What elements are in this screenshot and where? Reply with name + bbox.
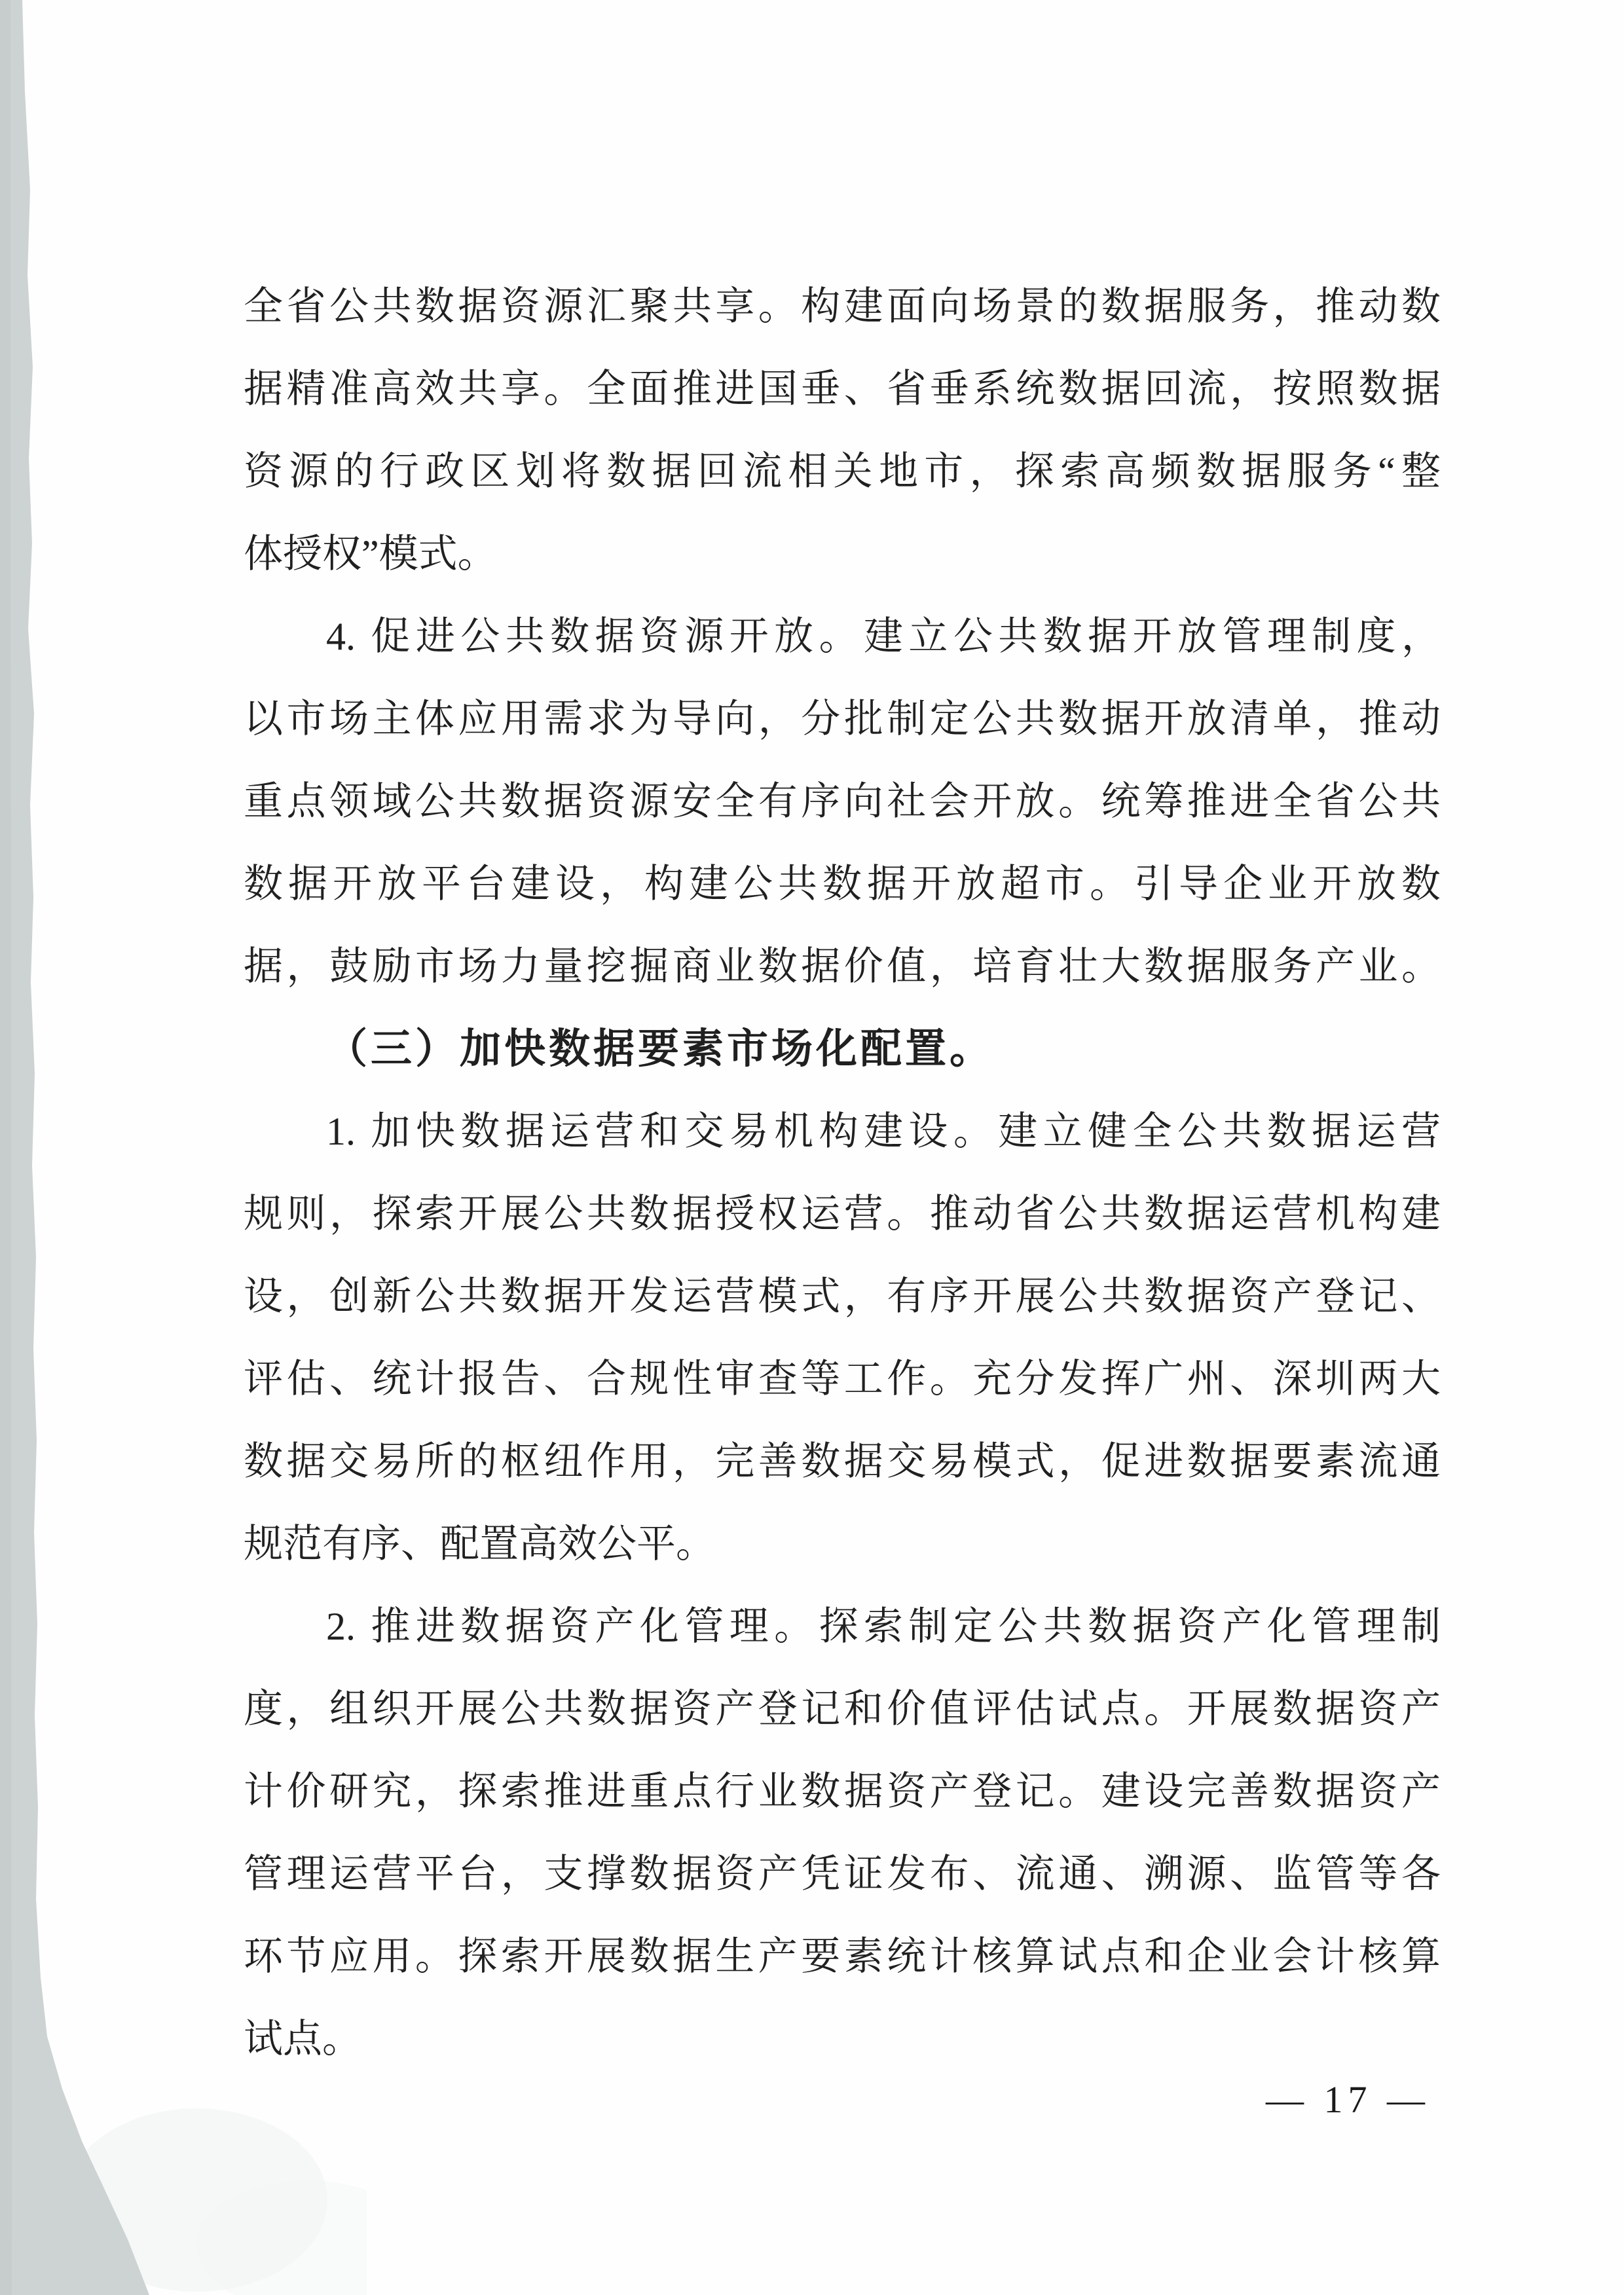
text-line: 数据交易所的枢纽作用，完善数据交易模式，促进数据要素流通 xyxy=(244,1440,1441,1483)
text-line: 设，创新公共数据开发运营模式，有序开展公共数据资产登记、 xyxy=(244,1275,1441,1318)
page-number: — 17 — xyxy=(1266,2078,1430,2121)
text-line: 度，组织开展公共数据资产登记和价值评估试点。开展数据资产 xyxy=(244,1687,1441,1731)
text-line: 数据开放平台建设，构建公共数据开放超市。引导企业开放数 xyxy=(244,862,1441,906)
text-line: 体授权”模式。 xyxy=(244,532,497,576)
text-line: 以市场主体应用需求为导向，分批制定公共数据开放清单，推动 xyxy=(244,697,1441,741)
text-line: 规则，探索开展公共数据授权运营。推动省公共数据运营机构建 xyxy=(244,1192,1441,1236)
text-line: 规范有序、配置高效公平。 xyxy=(244,1522,715,1566)
text-line: 据精准高效共享。全面推进国垂、省垂系统数据回流，按照数据 xyxy=(244,367,1441,411)
text-line: 管理运营平台，支撑数据资产凭证发布、流通、溯源、监管等各 xyxy=(244,1852,1441,1896)
section-heading: （三）加快数据要素市场化配置。 xyxy=(326,1026,994,1072)
text-line: 试点。 xyxy=(244,2017,361,2061)
text-line: 重点领域公共数据资源安全有序向社会开放。统筹推进全省公共 xyxy=(244,780,1441,823)
text-line: 4. 促进公共数据资源开放。建立公共数据开放管理制度， xyxy=(326,615,1441,658)
text-line: 计价研究，探索推进重点行业数据资产登记。建设完善数据资产 xyxy=(244,1770,1441,1813)
text-line: 据，鼓励市场力量挖掘商业数据价值，培育壮大数据服务产业。 xyxy=(244,945,1441,988)
text-line: 评估、统计报告、合规性审查等工作。充分发挥广州、深圳两大 xyxy=(244,1357,1441,1401)
text-line: 资源的行政区划将数据回流相关地市，探索高频数据服务“整 xyxy=(244,450,1441,493)
text-line: 2. 推进数据资产化管理。探索制定公共数据资产化管理制 xyxy=(326,1605,1441,1648)
text-line: 全省公共数据资源汇聚共享。构建面向场景的数据服务，推动数 xyxy=(244,285,1441,328)
text-line: 1. 加快数据运营和交易机构建设。建立健全公共数据运营 xyxy=(326,1110,1441,1153)
text-line: 环节应用。探索开展数据生产要素统计核算试点和企业会计核算 xyxy=(244,1935,1441,1978)
page-text xyxy=(244,265,1441,2080)
